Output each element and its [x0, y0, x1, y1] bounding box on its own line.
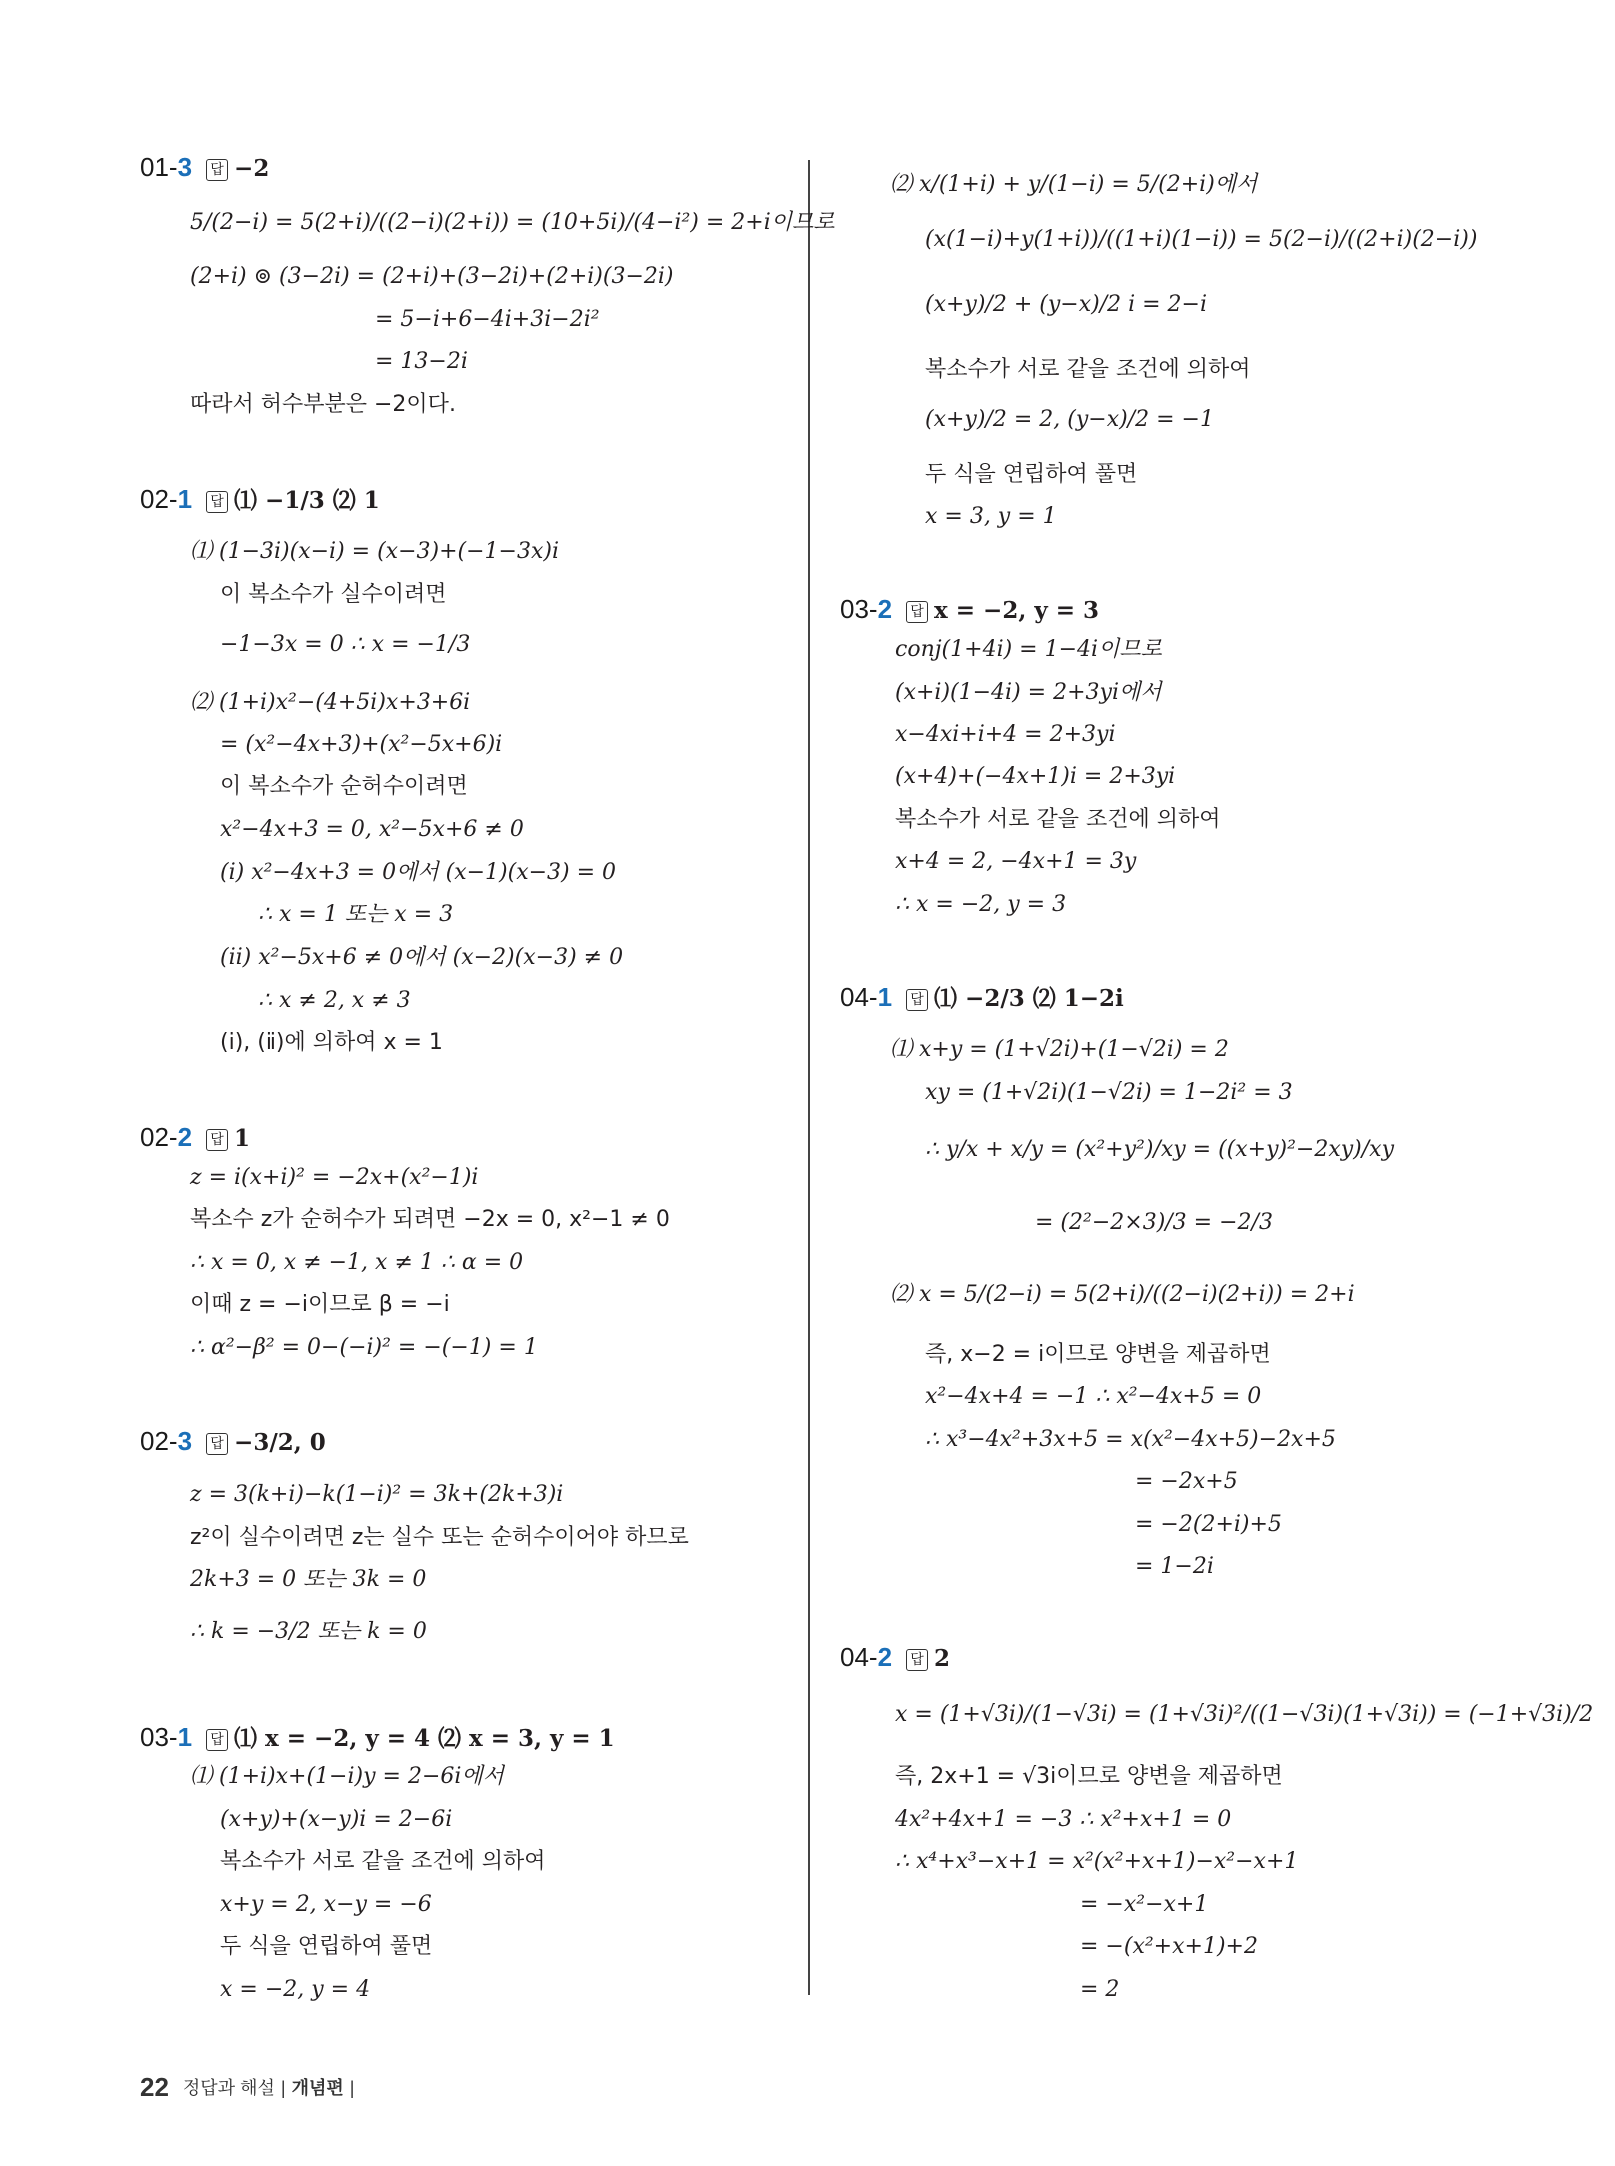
solution-line: (x+y)/2 = 2, (y−x)/2 = −1	[925, 407, 1214, 432]
solution-line: x−4xi+i+4 = 2+3yi	[895, 722, 1116, 747]
solution-line: (x(1−i)+y(1+i))/((1+i)(1−i)) = 5(2−i)/((2+i)(2−i))	[925, 227, 1478, 252]
solution-line: = 2	[1080, 1977, 1120, 2002]
solution-line: ∴ α²−β² = 0−(−i)² = −(−1) = 1	[190, 1335, 538, 1360]
solution-line: ∴ x ≠ 2, x ≠ 3	[258, 988, 411, 1013]
solution-line: = (x²−4x+3)+(x²−5x+6)i	[220, 732, 503, 757]
solution-line: ⑵ (1+i)x²−(4+5i)x+3+6i	[190, 690, 471, 715]
solution-line: ⑴ x+y = (1+√2i)+(1−√2i) = 2	[890, 1037, 1229, 1062]
solution-line: (x+y)+(x−y)i = 2−6i	[220, 1807, 453, 1832]
answer-mark-icon: 답	[206, 1129, 228, 1151]
solution-line: conj(1+4i) = 1−4i이므로	[895, 637, 1162, 662]
solution-line: (ⅱ) x²−5x+6 ≠ 0에서 (x−2)(x−3) ≠ 0	[220, 945, 624, 970]
solution-line: 두 식을 연립하여 풀면	[925, 462, 1138, 487]
problem-id: 02-2	[140, 1122, 193, 1152]
problem-id: 02-1	[140, 484, 193, 514]
answer-value: −3/2, 0	[234, 1429, 326, 1456]
problem-header	[140, 482, 380, 518]
problem-header	[840, 980, 1124, 1016]
solution-line: z = 3(k+i)−k(1−i)² = 3k+(2k+3)i	[190, 1482, 564, 1507]
solution-line: −1−3x = 0 ∴ x = −1/3	[220, 632, 471, 657]
answer-mark-icon: 답	[906, 989, 928, 1011]
solution-line: ∴ x⁴+x³−x+1 = x²(x²+x+1)−x²−x+1	[895, 1849, 1299, 1874]
solution-line: 복소수가 서로 같을 조건에 의하여	[895, 807, 1221, 832]
solution-line: x = −2, y = 4	[220, 1977, 371, 2002]
column-divider	[808, 160, 810, 1995]
answer-mark-icon: 답	[906, 1649, 928, 1671]
solution-line: x = 3, y = 1	[925, 504, 1057, 529]
problem-id: 01-3	[140, 152, 193, 182]
answer-value: 2	[934, 1645, 951, 1672]
problem-id: 04-1	[840, 982, 893, 1012]
solution-line: (x+y)/2 + (y−x)/2 i = 2−i	[925, 292, 1208, 317]
answer-mark-icon: 답	[206, 159, 228, 181]
solution-line: ∴ x = 0, x ≠ −1, x ≠ 1 ∴ α = 0	[190, 1250, 524, 1275]
solution-line: ∴ x³−4x²+3x+5 = x(x²−4x+5)−2x+5	[925, 1427, 1336, 1452]
solution-line: 이 복소수가 순허수이려면	[220, 774, 468, 799]
book-title: 정답과 해설	[182, 2078, 275, 2098]
solution-line: 즉, x−2 = i이므로 양변을 제곱하면	[925, 1342, 1271, 1367]
solution-line: x+y = 2, x−y = −6	[220, 1892, 432, 1917]
solution-line: = (2²−2×3)/3 = −2/3	[1035, 1210, 1273, 1235]
solution-line: z²이 실수이려면 z는 실수 또는 순허수이어야 하므로	[190, 1525, 689, 1550]
problem-header	[140, 1424, 326, 1460]
solution-line: ∴ x = 1 또는 x = 3	[258, 902, 454, 927]
solution-line: x²−4x+3 = 0, x²−5x+6 ≠ 0	[220, 817, 524, 842]
problem-id: 04-2	[840, 1642, 893, 1672]
solution-line: ⑵ x = 5/(2−i) = 5(2+i)/((2−i)(2+i)) = 2+i	[890, 1282, 1355, 1307]
solution-line: 이 복소수가 실수이려면	[220, 582, 447, 607]
answer-mark-icon: 답	[206, 1729, 228, 1751]
solution-line: 두 식을 연립하여 풀면	[220, 1934, 433, 1959]
answer-value: x = −2, y = 3	[934, 597, 1099, 624]
solution-line: x+4 = 2, −4x+1 = 3y	[895, 849, 1137, 874]
page-number: 22	[140, 2072, 169, 2102]
answer-value: −2	[234, 155, 270, 182]
answer-value: ⑴ −2/3 ⑵ 1−2i	[934, 985, 1124, 1012]
answer-value: 1	[234, 1125, 251, 1152]
problem-header	[140, 1720, 615, 1756]
solution-line: ∴ y/x + x/y = (x²+y²)/xy = ((x+y)²−2xy)/xy	[925, 1137, 1395, 1162]
answer-value: ⑴ −1/3 ⑵ 1	[234, 487, 380, 514]
solution-line: 따라서 허수부분은 −2이다.	[190, 392, 456, 417]
solution-line: xy = (1+√2i)(1−√2i) = 1−2i² = 3	[925, 1080, 1293, 1105]
problem-id: 02-3	[140, 1426, 193, 1456]
solution-line: (2+i) ⊚ (3−2i) = (2+i)+(3−2i)+(2+i)(3−2i)	[190, 264, 674, 289]
solution-line: = −x²−x+1	[1080, 1892, 1209, 1917]
problem-header	[140, 150, 269, 186]
solution-line: z = i(x+i)² = −2x+(x²−1)i	[190, 1165, 479, 1190]
section-title: 개념편	[291, 2078, 344, 2098]
solution-line: ⑴ (1−3i)(x−i) = (x−3)+(−1−3x)i	[190, 539, 559, 564]
solution-line: ∴ k = −3/2 또는 k = 0	[190, 1619, 427, 1644]
solution-line: 2k+3 = 0 또는 3k = 0	[190, 1567, 427, 1592]
solution-line: = −2(2+i)+5	[1135, 1512, 1282, 1537]
solution-line: x²−4x+4 = −1 ∴ x²−4x+5 = 0	[925, 1384, 1262, 1409]
solution-line: 4x²+4x+1 = −3 ∴ x²+x+1 = 0	[895, 1807, 1232, 1832]
page-footer	[140, 2072, 360, 2103]
solution-line: x = (1+√3i)/(1−√3i) = (1+√3i)²/((1−√3i)(1+√3i)) = (−1+√3i)/2	[895, 1702, 1594, 1727]
solution-line: 복소수가 서로 같을 조건에 의하여	[925, 357, 1251, 382]
problem-header	[840, 1640, 950, 1676]
problem-header	[140, 1120, 250, 1156]
answer-mark-icon: 답	[206, 1433, 228, 1455]
solution-line: ∴ x = −2, y = 3	[895, 892, 1067, 917]
problem-header	[840, 592, 1099, 628]
solution-line: (x+i)(1−4i) = 2+3yi에서	[895, 680, 1162, 705]
solution-line: ⑵ x/(1+i) + y/(1−i) = 5/(2+i)에서	[890, 172, 1258, 197]
footer-separator: |	[280, 2078, 286, 2098]
solution-line: 이때 z = −i이므로 β = −i	[190, 1292, 450, 1317]
solution-line: 복소수가 서로 같을 조건에 의하여	[220, 1849, 546, 1874]
solution-line: = 13−2i	[375, 349, 468, 374]
solution-line: 5/(2−i) = 5(2+i)/((2−i)(2+i)) = (10+5i)/(4−i²) = 2+i이므로	[190, 210, 835, 235]
answer-value: ⑴ x = −2, y = 4 ⑵ x = 3, y = 1	[234, 1725, 615, 1752]
problem-id: 03-1	[140, 1722, 193, 1752]
footer-separator: |	[349, 2078, 355, 2098]
solution-line: ⑴ (1+i)x+(1−i)y = 2−6i에서	[190, 1764, 504, 1789]
solution-line: (x+4)+(−4x+1)i = 2+3yi	[895, 764, 1176, 789]
answer-mark-icon: 답	[906, 601, 928, 623]
solution-line: (ⅰ), (ⅱ)에 의하여 x = 1	[220, 1030, 443, 1055]
solution-line: = 1−2i	[1135, 1554, 1214, 1579]
solution-line: (ⅰ) x²−4x+3 = 0에서 (x−1)(x−3) = 0	[220, 860, 617, 885]
answer-mark-icon: 답	[206, 491, 228, 513]
solution-line: 즉, 2x+1 = √3i이므로 양변을 제곱하면	[895, 1764, 1283, 1789]
problem-id: 03-2	[840, 594, 893, 624]
solution-line: = 5−i+6−4i+3i−2i²	[375, 307, 600, 332]
solution-line: 복소수 z가 순허수가 되려면 −2x = 0, x²−1 ≠ 0	[190, 1207, 670, 1232]
solution-line: = −(x²+x+1)+2	[1080, 1934, 1258, 1959]
solution-line: = −2x+5	[1135, 1469, 1238, 1494]
